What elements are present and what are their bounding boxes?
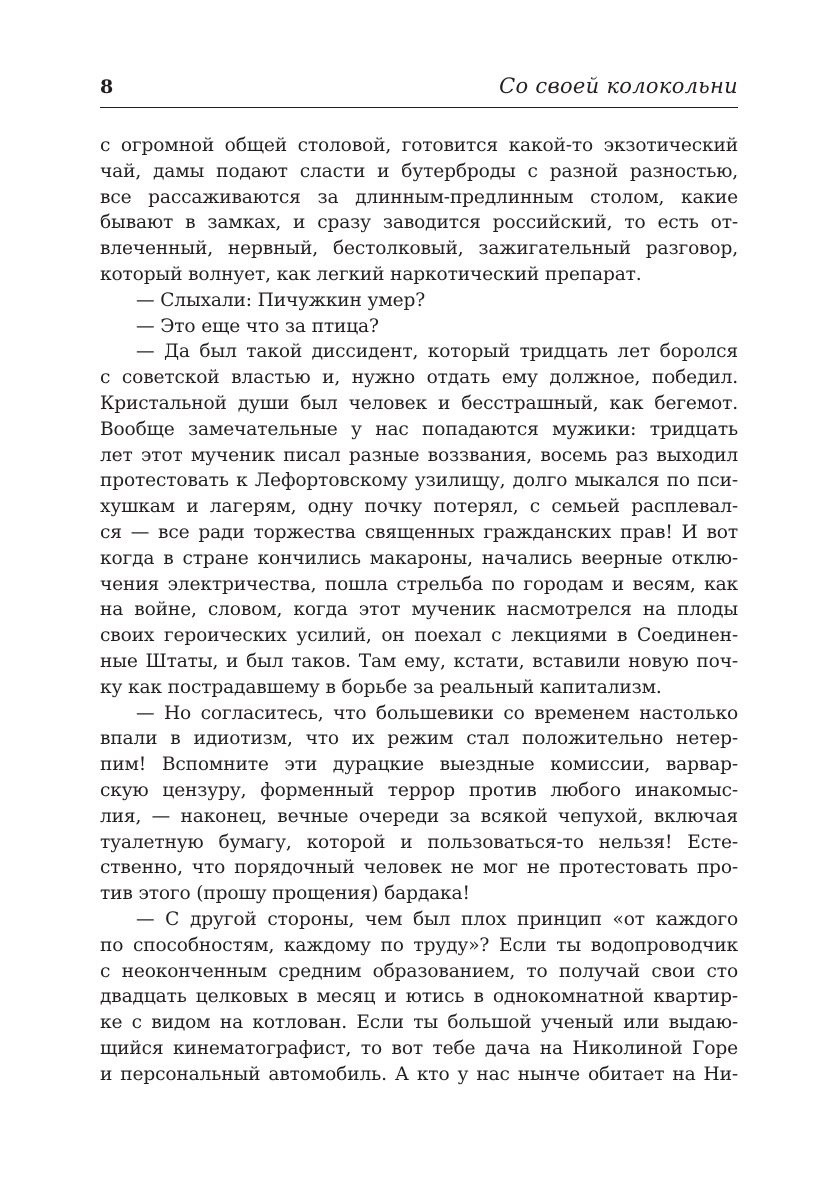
text-line: с советской властью и, нужно отдать ему должное, победил. xyxy=(100,367,738,389)
text-line: на войне, словом, когда этот мученик насмотрелся на плоды xyxy=(100,599,738,621)
text-line: ку как пострадавшему в борьбе за реальный капитализм. xyxy=(100,676,662,698)
text-line: двадцать целковых в месяц и ютись в однокомнатной квартир- xyxy=(100,986,738,1008)
text-line: тив этого (прошу прощения) бардака! xyxy=(100,883,470,905)
body-text xyxy=(100,133,738,1087)
text-line: — Слыхали: Пичужкин умер? xyxy=(136,289,426,311)
text-line: ся — все ради торжества священных гражданских прав! И вот xyxy=(100,521,738,543)
text-line: скую цензуру, форменный террор против любого инакомыс- xyxy=(100,779,738,801)
text-line: пим! Вспомните эти дурацкие выездные комиссии, варвар- xyxy=(100,754,738,776)
text-line: впали в идиотизм, что их режим стал положительно нетер- xyxy=(100,728,738,750)
text-line: ственно, что порядочный человек не мог не протестовать про- xyxy=(100,857,738,879)
text-line: — Это еще что за птица? xyxy=(136,315,379,337)
text-line: ке с видом на котлован. Если ты большой ученый или выдаю- xyxy=(100,1012,738,1034)
text-line: когда в стране кончились макароны, начались веерные отклю- xyxy=(100,547,738,569)
text-line: хушкам и лагерям, одну почку потерял, с семьей расплевал- xyxy=(100,496,738,518)
page-header xyxy=(100,70,738,104)
text-line: все рассаживаются за длинным-предлинным столом, какие xyxy=(100,186,738,208)
page-number: 8 xyxy=(100,76,114,98)
text-line: лия, — наконец, вечные очереди за всякой чепухой, включая xyxy=(100,805,738,827)
text-line: чай, дамы подают сласти и бутерброды с разной разностью, xyxy=(100,160,738,182)
text-line: с огромной общей столовой, готовится какой-то экзотический xyxy=(100,135,738,156)
text-line: протестовать к Лефортовскому узилищу, долго мыкался по пси- xyxy=(100,470,738,492)
text-line: щийся кинематографист, то вот тебе дача на Николиной Горе xyxy=(100,1037,738,1059)
text-line: Кристальной души был человек и бесстрашный, как бегемот. xyxy=(100,392,738,414)
text-line: — Да был такой диссидент, который тридцать лет боролся xyxy=(136,341,738,363)
text-line: ные Штаты, и был таков. Там ему, кстати, вставили новую поч- xyxy=(100,650,738,672)
text-line: влеченный, нервный, бестолковый, зажигательный разговор, xyxy=(100,238,738,260)
running-head: Со своей колокольни xyxy=(499,74,738,98)
text-line: лет этот мученик писал разные воззвания, восемь раз выходил xyxy=(100,444,738,466)
text-line: — С другой стороны, чем был плох принцип «от каждого xyxy=(136,908,738,930)
text-line: по способностям, каждому по труду»? Если ты водопроводчик xyxy=(100,934,738,956)
text-line: — Но согласитесь, что большевики со временем настолько xyxy=(136,702,738,724)
text-line: который волнует, как легкий наркотический препарат. xyxy=(100,263,642,285)
text-line: туалетную бумагу, которой и пользоваться-то нельзя! Есте- xyxy=(100,831,738,853)
text-line: своих героических усилий, он поехал с лекциями в Соединен- xyxy=(100,625,738,647)
text-line: Вообще замечательные у нас попадаются мужики: тридцать xyxy=(100,418,738,440)
text-line: и персональный автомобиль. А кто у нас нынче обитает на Ни- xyxy=(100,1063,738,1085)
text-line: бывают в замках, и сразу заводится российский, то есть от- xyxy=(100,212,738,234)
text-line: с неоконченным средним образованием, то получай свои сто xyxy=(100,960,738,982)
text-line: чения электричества, пошла стрельба по городам и весям, как xyxy=(100,573,738,595)
header-divider xyxy=(100,107,738,108)
